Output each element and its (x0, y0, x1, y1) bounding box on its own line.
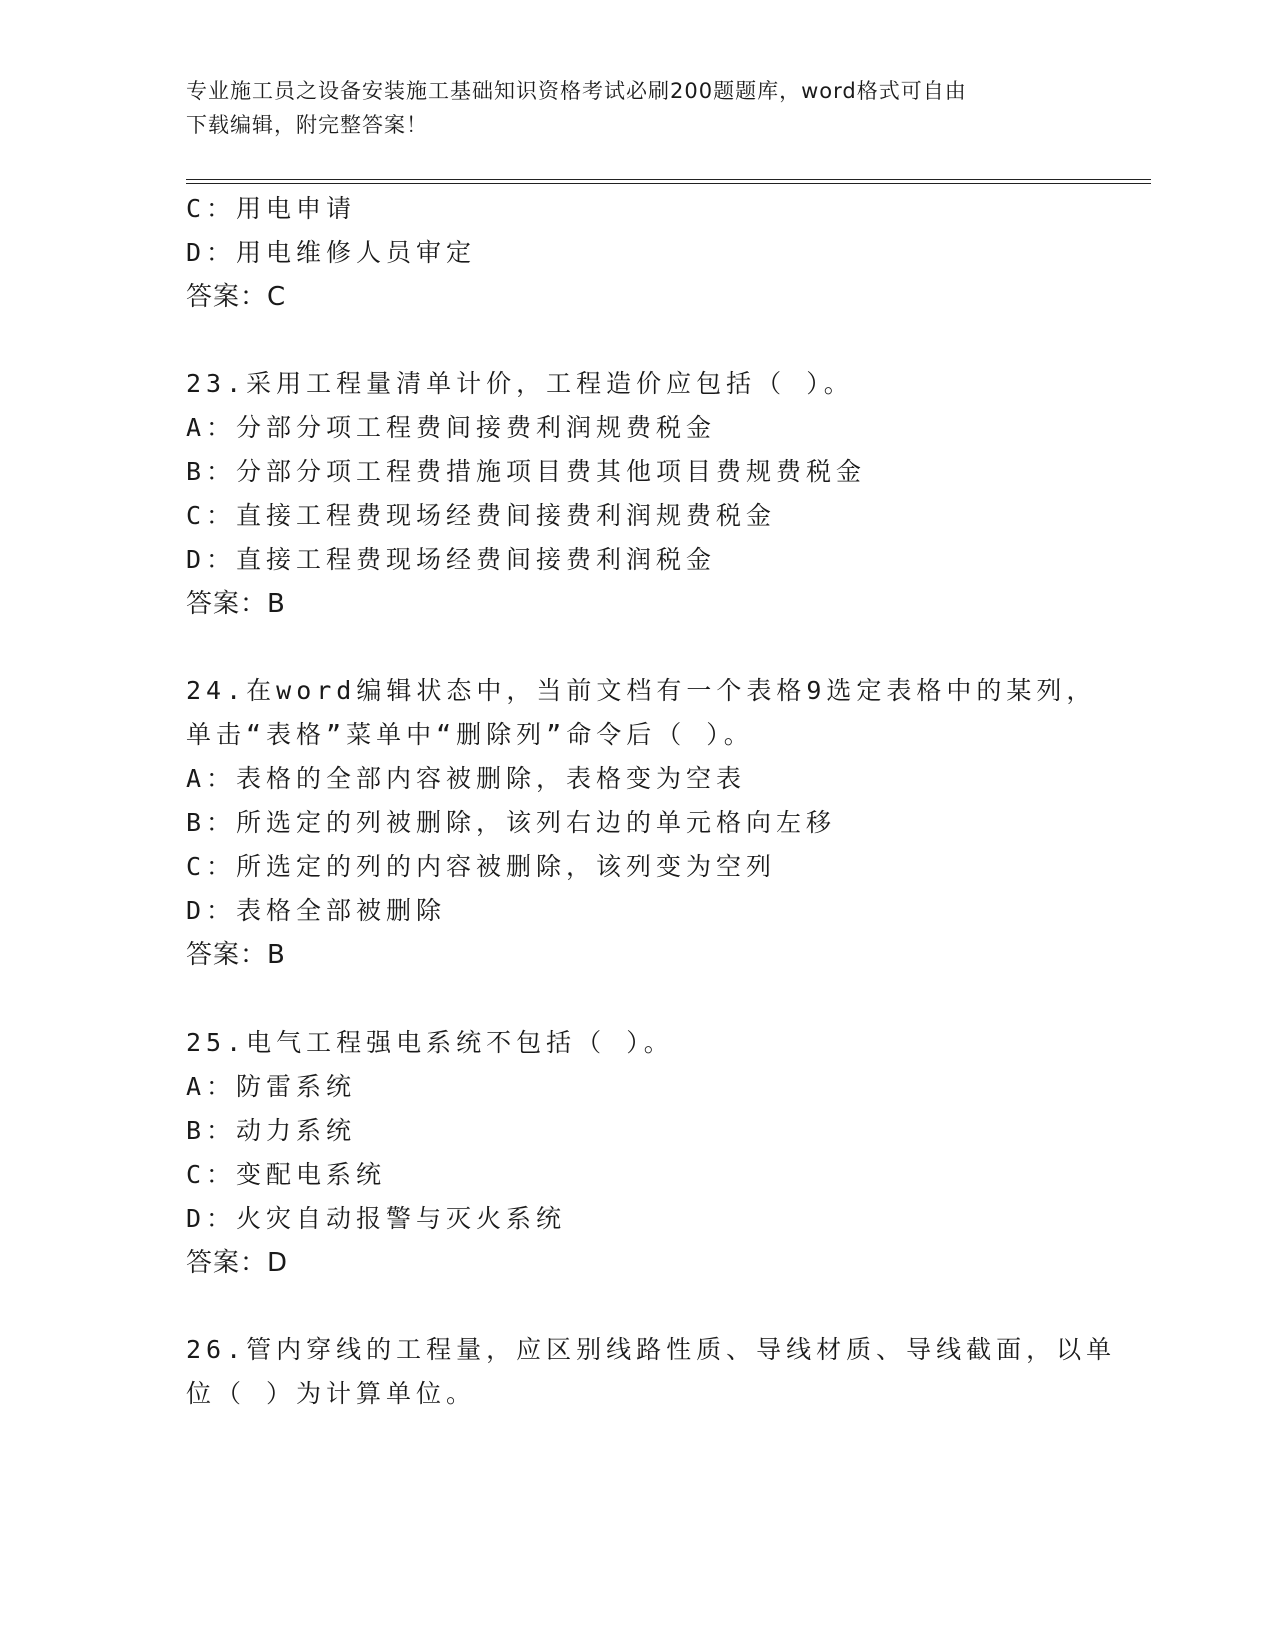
header-divider-top (186, 179, 1151, 180)
q24-stem-line-1: 24.在word编辑状态中，当前文档有一个表格9选定表格中的某列， (186, 676, 1097, 705)
q25-option-d: D：火灾自动报警与灭火系统 (186, 1204, 567, 1233)
q24-option-c: C：所选定的列的内容被删除，该列变为空列 (186, 852, 777, 881)
prev-option-d: D：用电维修人员审定 (186, 238, 477, 267)
q23-answer: 答案：B (186, 589, 286, 619)
q26-stem-line-2: 位（ ）为计算单位。 (186, 1379, 477, 1408)
q24-option-b: B：所选定的列被删除，该列右边的单元格向左移 (186, 808, 837, 837)
q23-option-a: A：分部分项工程费间接费利润规费税金 (186, 413, 717, 442)
q24-answer: 答案：B (186, 940, 286, 970)
q24-option-a: A：表格的全部内容被删除，表格变为空表 (186, 764, 747, 793)
q26-stem-line-1: 26.管内穿线的工程量，应区别线路性质、导线材质、导线截面，以单 (186, 1335, 1117, 1364)
q25-option-b: B：动力系统 (186, 1116, 357, 1145)
q23-option-c: C：直接工程费现场经费间接费利润规费税金 (186, 501, 777, 530)
prev-answer: 答案：C (186, 282, 287, 312)
q23-option-b: B：分部分项工程费措施项目费其他项目费规费税金 (186, 457, 867, 486)
header-divider-bottom (186, 183, 1151, 184)
header-line-1: 专业施工员之设备安装施工基础知识资格考试必刷200题题库，word格式可自由 (186, 79, 967, 103)
prev-option-c: C：用电申请 (186, 194, 357, 223)
q23-stem: 23.采用工程量清单计价，工程造价应包括（ ）。 (186, 369, 854, 398)
q25-option-c: C：变配电系统 (186, 1160, 387, 1189)
q23-option-d: D：直接工程费现场经费间接费利润税金 (186, 545, 717, 574)
q25-stem: 25.电气工程强电系统不包括（ ）。 (186, 1028, 674, 1057)
page-header (186, 74, 1086, 142)
q25-option-a: A：防雷系统 (186, 1072, 357, 1101)
q25-answer: 答案：D (186, 1248, 289, 1278)
q24-option-d: D：表格全部被删除 (186, 896, 447, 925)
q24-stem-line-2: 单击“表格”菜单中“删除列”命令后（ ）。 (186, 720, 754, 749)
header-line-2: 下载编辑，附完整答案！ (186, 113, 428, 137)
